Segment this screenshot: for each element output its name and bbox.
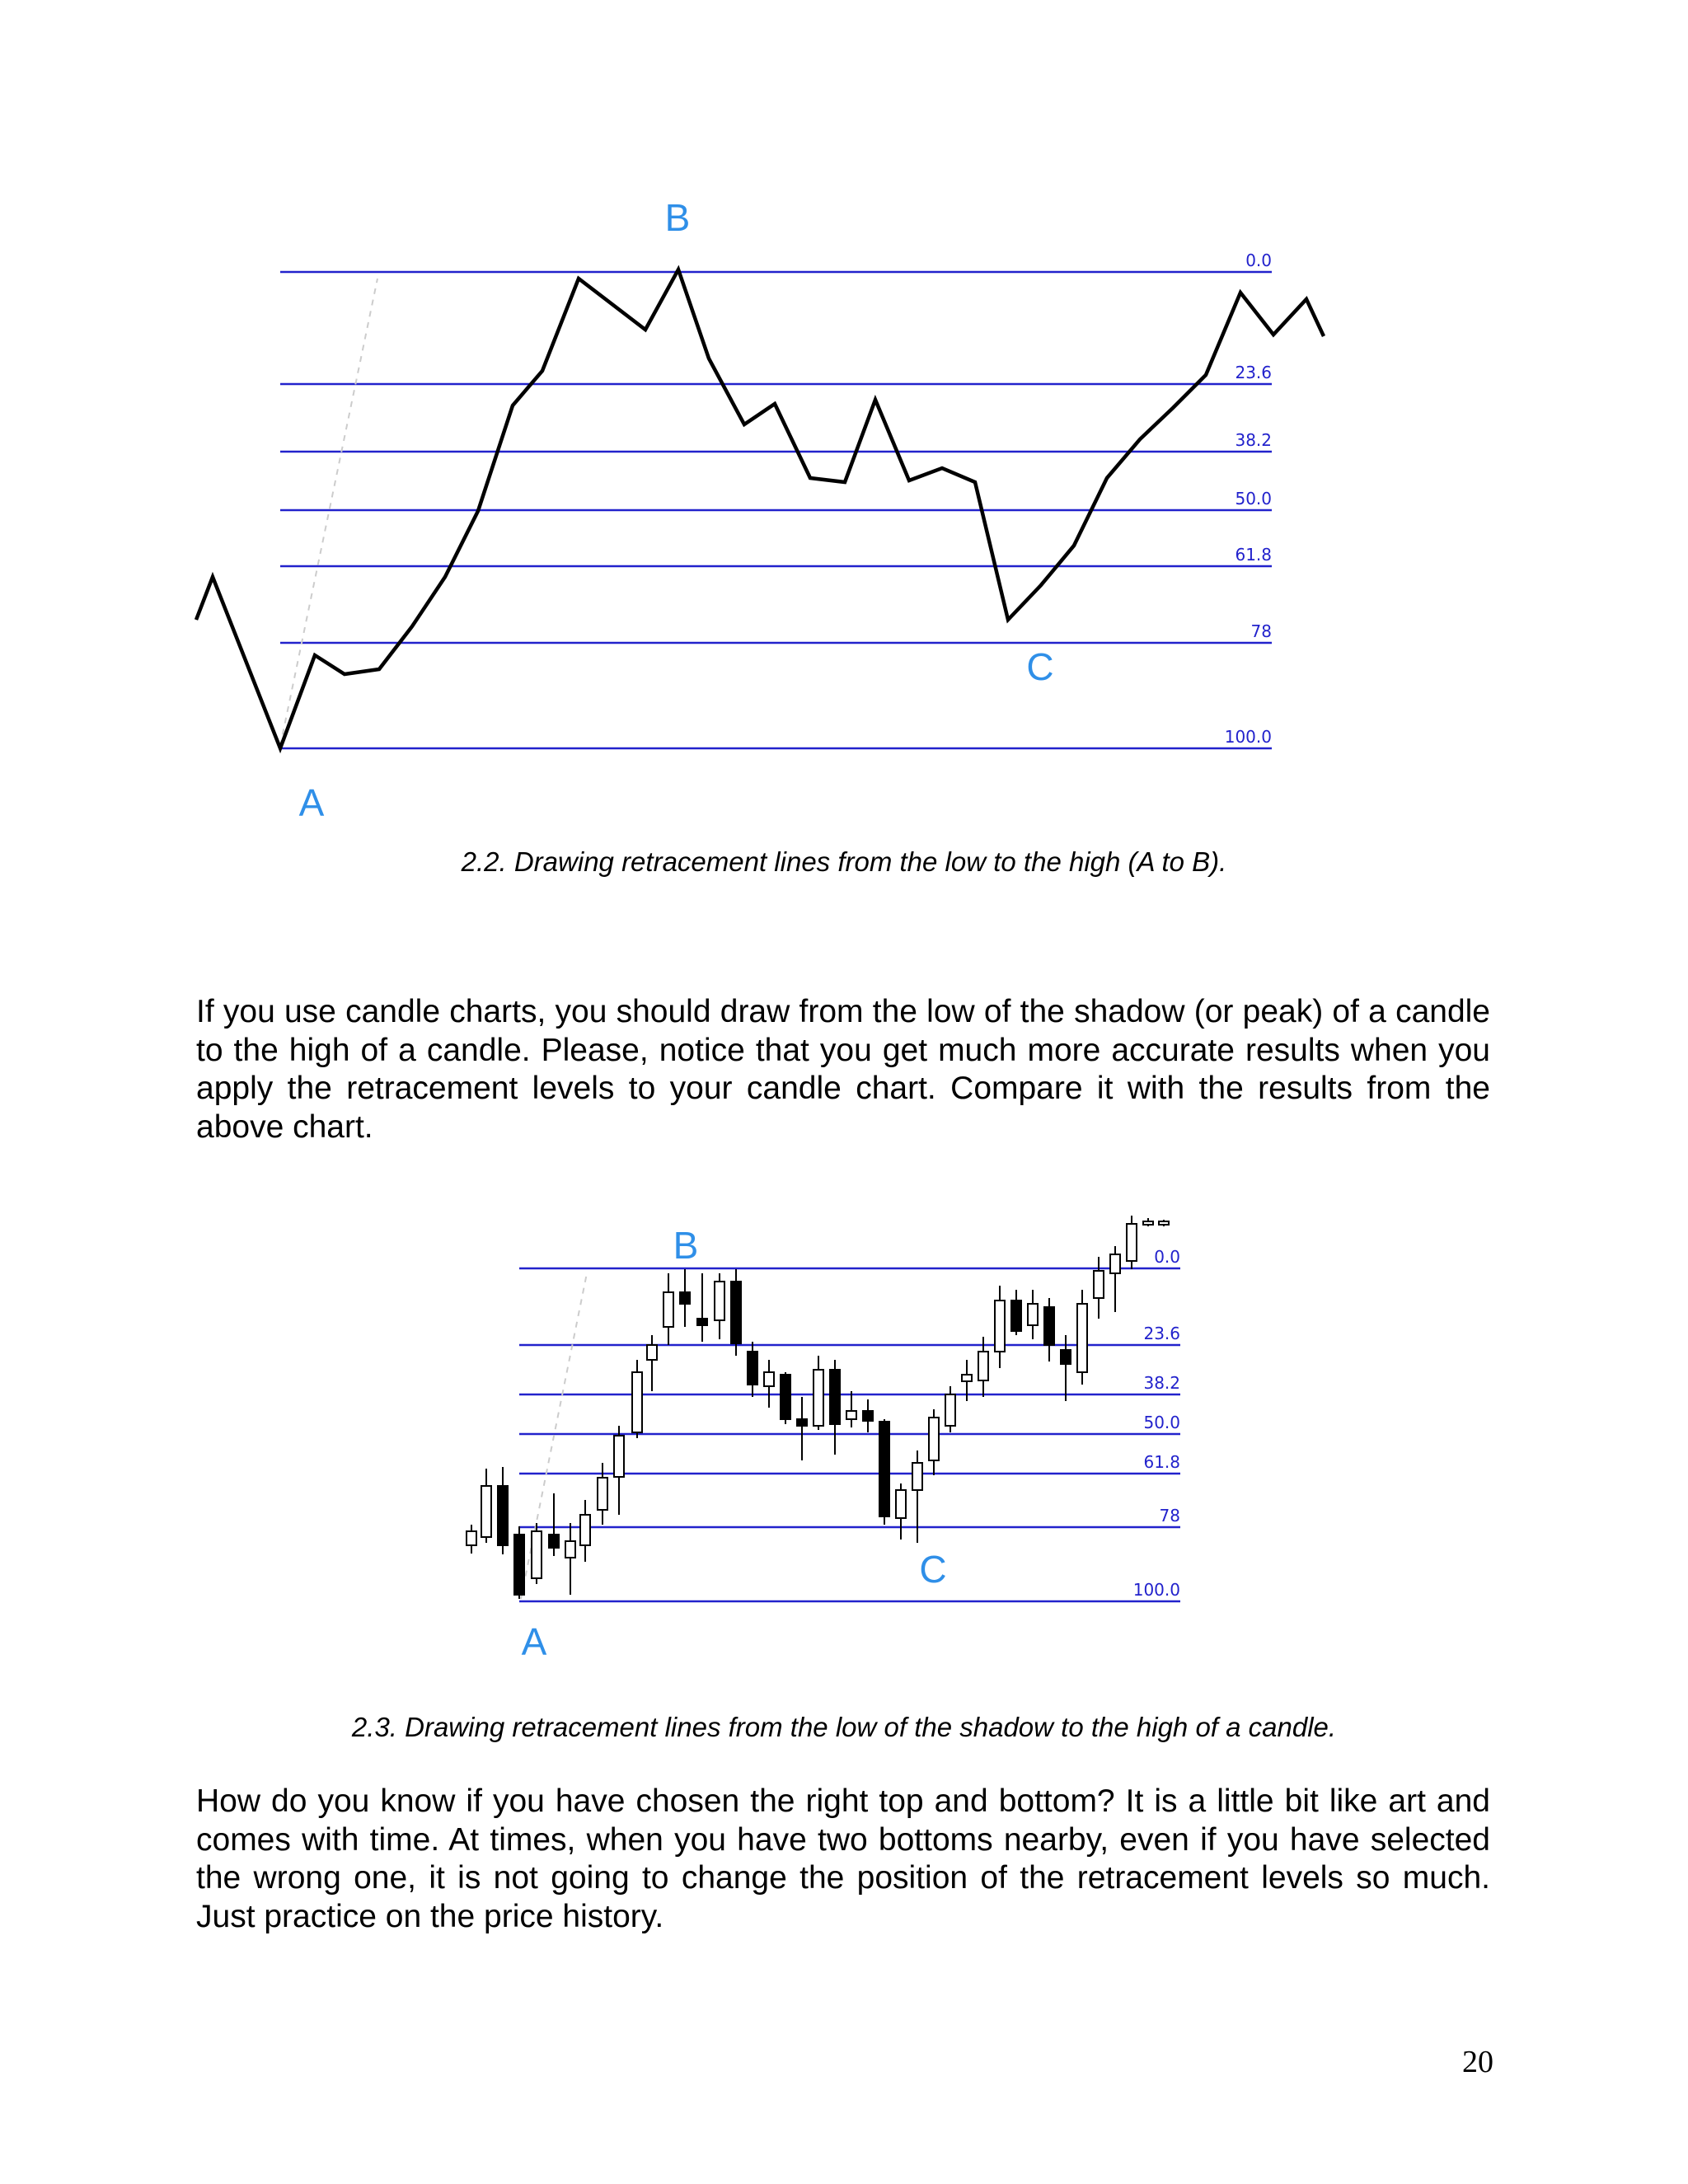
candle (680, 1269, 690, 1327)
candle (1127, 1216, 1137, 1269)
candle (797, 1397, 807, 1460)
fib-label: 50.0 (1235, 489, 1272, 509)
candle-body (1094, 1271, 1104, 1298)
candle (1011, 1290, 1021, 1335)
candle (632, 1360, 642, 1438)
candle-body (614, 1436, 624, 1477)
candle (748, 1342, 757, 1397)
candle (1110, 1246, 1120, 1312)
candle-body (663, 1292, 673, 1327)
candle-body (912, 1463, 922, 1490)
candle (565, 1523, 575, 1595)
point-label-b: B (673, 1224, 699, 1267)
candle-body (481, 1486, 491, 1537)
candle (863, 1399, 873, 1432)
candle (514, 1526, 524, 1599)
candle-body (879, 1422, 889, 1516)
fib-label: 0.0 (1154, 1247, 1180, 1267)
candles (467, 1216, 1169, 1599)
candle (879, 1419, 889, 1525)
candle-body (1110, 1254, 1120, 1273)
fib-label: 23.6 (1235, 363, 1272, 382)
candle-body (1127, 1224, 1137, 1261)
candle (715, 1273, 724, 1339)
candle-body (995, 1301, 1005, 1352)
candle (580, 1500, 590, 1562)
candle-body (565, 1541, 575, 1558)
figure-caption: 2.2. Drawing retracement lines from the low to the high (A to B). (461, 846, 1227, 877)
candle-body (978, 1352, 988, 1380)
candle-body (1044, 1307, 1054, 1345)
candle (830, 1360, 840, 1455)
candle (1159, 1220, 1169, 1226)
candle (1094, 1257, 1104, 1319)
body-paragraph: If you use candle charts, you should draw from the low of the shadow (or peak) of a candle to the high of a candle. Please, notice that you get much more accurate results when you apply the retracement levels to your candle chart. Compare it with the results from the above chart. (196, 994, 1490, 1145)
candle-body (797, 1419, 807, 1426)
candle-body (863, 1411, 873, 1421)
figure-caption: 2.3. Drawing retracement lines from the low of the shadow to the high of a candle. (351, 1712, 1337, 1742)
candle (1028, 1290, 1038, 1339)
candle (1077, 1290, 1087, 1385)
candle-body (680, 1292, 690, 1304)
fib-label: 100.0 (1132, 1580, 1180, 1600)
fib-label: 0.0 (1245, 251, 1272, 270)
candle-body (715, 1282, 724, 1320)
candle-body (514, 1535, 524, 1595)
candle-body (1143, 1221, 1153, 1225)
candle-body (549, 1535, 559, 1548)
candle-body (962, 1375, 972, 1381)
candle-body (498, 1486, 508, 1545)
fib-label: 78 (1250, 621, 1272, 641)
candle (647, 1335, 657, 1391)
candle (781, 1372, 790, 1424)
point-label-b: B (664, 196, 691, 239)
fib-label: 61.8 (1235, 545, 1272, 565)
candle-body (1011, 1301, 1021, 1331)
candle-body (1061, 1350, 1071, 1364)
fib-label: 38.2 (1235, 430, 1272, 450)
candle-body (830, 1370, 840, 1424)
candle-body (896, 1490, 906, 1518)
candle (764, 1360, 774, 1408)
candle (929, 1409, 939, 1475)
candle-body (781, 1375, 790, 1419)
point-label-a: A (521, 1620, 547, 1663)
fib-labels-candle-chart (1133, 1247, 1180, 1600)
candle-body (945, 1394, 955, 1426)
candle (498, 1467, 508, 1554)
page-number: 20 (1462, 2045, 1493, 2079)
candle-body (748, 1352, 757, 1385)
candle (995, 1286, 1005, 1368)
candle (912, 1451, 922, 1543)
candle (1044, 1298, 1054, 1361)
candle-body (1077, 1304, 1087, 1372)
candle-body (632, 1372, 642, 1432)
candle (549, 1493, 559, 1556)
candle (663, 1273, 673, 1345)
point-label-c: C (919, 1548, 947, 1591)
fib-label: 61.8 (1143, 1452, 1180, 1472)
candle-body (647, 1345, 657, 1360)
fib-label: 78 (1159, 1506, 1180, 1526)
candle (896, 1483, 906, 1540)
candle (731, 1269, 741, 1356)
candle-body (697, 1319, 707, 1325)
candle-body (532, 1531, 542, 1578)
candle (697, 1273, 707, 1342)
candle-body (1028, 1304, 1038, 1325)
candle (467, 1525, 476, 1554)
candle-body (580, 1515, 590, 1545)
candle (481, 1469, 491, 1543)
fib-label: 100.0 (1224, 727, 1272, 747)
candle-body (598, 1478, 607, 1510)
candle (532, 1523, 542, 1584)
candle-body (764, 1372, 774, 1386)
fib-label: 38.2 (1143, 1373, 1180, 1393)
fib-label: 50.0 (1143, 1413, 1180, 1432)
candle (1143, 1218, 1153, 1226)
fib-label: 23.6 (1143, 1324, 1180, 1343)
candle-body (731, 1282, 741, 1343)
candle-body (929, 1418, 939, 1460)
body-paragraph: How do you know if you have chosen the right top and bottom? It is a little bit like art and comes with time. At times, when you have two bottoms nearby, even if you have selected the wrong one, it is not going to change the position of the retracement levels so much. Just practice on the price history. (196, 1783, 1490, 1934)
candle-body (846, 1411, 856, 1419)
point-label-c: C (1026, 645, 1054, 688)
candle (945, 1386, 955, 1432)
candle (846, 1391, 856, 1427)
point-label-a: A (298, 781, 325, 824)
candle (814, 1356, 823, 1430)
candle-body (467, 1531, 476, 1545)
candle-body (1159, 1221, 1169, 1225)
candle-body (814, 1370, 823, 1426)
candle (614, 1426, 624, 1515)
candle (598, 1463, 607, 1525)
